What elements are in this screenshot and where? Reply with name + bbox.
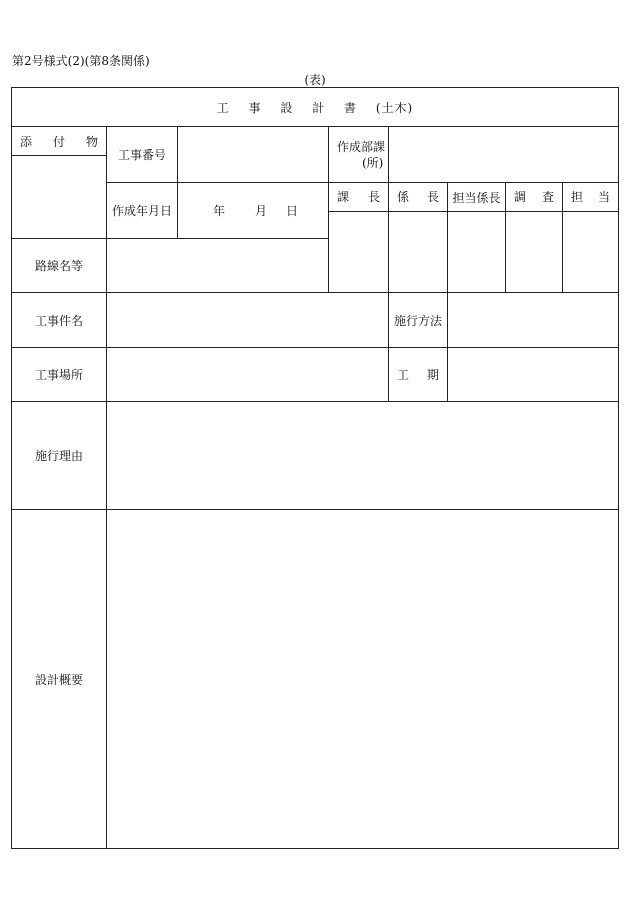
design-overview-field[interactable] xyxy=(106,509,619,849)
approval-header-person-in-charge xyxy=(562,182,619,212)
approval-header-investigation xyxy=(505,182,563,212)
document-title: 工 事 設 計 書 (土木) xyxy=(216,100,414,115)
person-in-charge-label-char-2: 当 xyxy=(597,190,610,204)
route-name-label: 路線名等 xyxy=(34,259,83,273)
construction-method-field[interactable] xyxy=(447,292,619,348)
creation-date-label-cell xyxy=(106,182,178,239)
date-year-label: 年 xyxy=(213,204,226,218)
investigation-label-char-2: 査 xyxy=(541,190,554,204)
route-name-field[interactable] xyxy=(106,238,329,293)
investigation-label-char-1: 調 xyxy=(514,190,527,204)
reason-field[interactable] xyxy=(106,401,619,510)
creation-date-label: 作成年月日 xyxy=(111,204,172,218)
construction-period-field[interactable] xyxy=(447,347,619,402)
stamp-box-staff-chief[interactable] xyxy=(447,211,506,293)
design-document-form xyxy=(12,88,620,850)
stamp-box-investigation[interactable] xyxy=(505,211,563,293)
project-name-label-cell xyxy=(11,292,107,348)
section-chief-label-char-2: 長 xyxy=(367,190,380,204)
date-month-label: 月 xyxy=(255,204,268,218)
approval-header-staff-chief xyxy=(447,182,506,212)
reason-label: 施行理由 xyxy=(34,449,83,463)
subsection-chief-label-char-1: 係 xyxy=(397,190,410,204)
project-name-field[interactable] xyxy=(106,292,389,348)
stamp-box-person-in-charge[interactable] xyxy=(562,211,619,293)
stamp-box-subsection-chief[interactable] xyxy=(388,211,448,293)
project-name-label: 工事件名 xyxy=(34,313,83,328)
attachments-label-char-2: 付 xyxy=(52,135,65,149)
creating-department-field[interactable] xyxy=(388,126,619,183)
creating-department-label-cell xyxy=(328,126,389,183)
side-mark: (表) xyxy=(304,73,326,87)
attachments-label-cell xyxy=(11,126,107,156)
approval-header-section-chief xyxy=(328,182,389,212)
attachments-field[interactable] xyxy=(11,155,107,239)
design-overview-label: 設計概要 xyxy=(34,672,83,687)
construction-number-field[interactable] xyxy=(177,126,329,183)
creating-department-label-suffix: (所) xyxy=(362,156,384,170)
construction-site-field[interactable] xyxy=(106,347,389,402)
route-name-label-cell xyxy=(11,238,107,293)
construction-period-label-char-2: 期 xyxy=(426,368,439,382)
attachments-label-char-1: 添 xyxy=(20,135,33,149)
date-day-label: 日 xyxy=(286,204,299,218)
creating-department-label: 作成部課 xyxy=(337,140,386,154)
construction-site-label-cell xyxy=(11,347,107,402)
reason-label-cell xyxy=(11,401,107,510)
staff-chief-label: 担当係長 xyxy=(452,190,501,205)
construction-method-label: 施行方法 xyxy=(393,313,442,328)
construction-method-label-cell xyxy=(388,292,448,348)
attachments-label-char-3: 物 xyxy=(85,135,98,149)
approval-header-subsection-chief xyxy=(388,182,448,212)
construction-number-label: 工事番号 xyxy=(117,148,166,162)
creation-date-field[interactable] xyxy=(177,182,329,239)
person-in-charge-label-char-1: 担 xyxy=(571,190,584,204)
design-overview-label-cell xyxy=(11,509,107,849)
form-number: 第2号様式(2)(第8条関係) xyxy=(12,54,150,68)
subsection-chief-label-char-2: 長 xyxy=(426,190,439,204)
section-chief-label-char-1: 課 xyxy=(337,190,350,204)
stamp-box-section-chief[interactable] xyxy=(328,211,389,293)
construction-number-label-cell xyxy=(106,126,178,183)
construction-period-label-char-1: 工 xyxy=(397,368,410,382)
construction-period-label-cell xyxy=(388,347,448,402)
attachments-label xyxy=(12,135,106,149)
construction-site-label: 工事場所 xyxy=(34,368,83,382)
title-row xyxy=(11,87,619,127)
